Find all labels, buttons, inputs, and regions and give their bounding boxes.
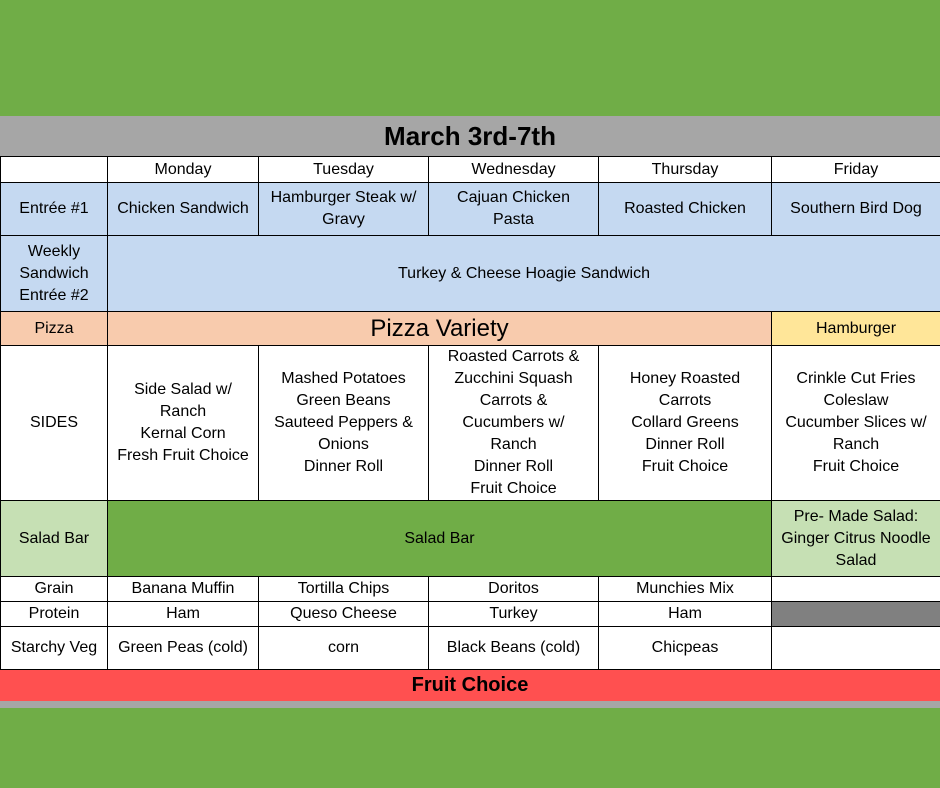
grain-tuesday: Tortilla Chips <box>259 577 429 602</box>
starchy-tuesday: corn <box>259 627 429 670</box>
day-monday: Monday <box>108 157 259 183</box>
corner-cell <box>1 157 108 183</box>
entree1-wednesday: Cajuan Chicken Pasta <box>429 183 599 236</box>
pizza-friday: Hamburger <box>772 312 940 346</box>
salad-bar-value: Salad Bar <box>108 501 772 577</box>
protein-friday <box>772 602 940 627</box>
sides-tuesday: Mashed Potatoes Green Beans Sauteed Peppers & Onions Dinner Roll <box>259 346 429 501</box>
row-label-sides: SIDES <box>1 346 108 501</box>
grain-wednesday: Doritos <box>429 577 599 602</box>
day-wednesday: Wednesday <box>429 157 599 183</box>
sides-friday: Crinkle Cut Fries Coleslaw Cucumber Slices w/ Ranch Fruit Choice <box>772 346 940 501</box>
grain-monday: Banana Muffin <box>108 577 259 602</box>
row-label-pizza: Pizza <box>1 312 108 346</box>
sides-wednesday: Roasted Carrots & Zucchini Squash Carrots & Cucumbers w/ Ranch Dinner Roll Fruit Choice <box>429 346 599 501</box>
fruit-choice-banner: Fruit Choice <box>0 670 940 701</box>
weekly-sandwich-row <box>1 236 940 312</box>
protein-wednesday: Turkey <box>429 602 599 627</box>
entree1-friday: Southern Bird Dog <box>772 183 940 236</box>
day-tuesday: Tuesday <box>259 157 429 183</box>
sides-row <box>1 346 940 501</box>
grain-friday <box>772 577 940 602</box>
grain-row <box>1 577 940 602</box>
salad-bar-row <box>1 501 940 577</box>
entree1-row <box>1 183 940 236</box>
bottom-gray-strip <box>0 701 940 708</box>
entree1-thursday: Roasted Chicken <box>599 183 772 236</box>
entree1-monday: Chicken Sandwich <box>108 183 259 236</box>
row-label-starchy-veg: Starchy Veg <box>1 627 108 670</box>
menu-title: March 3rd-7th <box>384 120 556 151</box>
starchy-veg-row <box>1 627 940 670</box>
lunch-menu-table <box>0 156 940 670</box>
pizza-variety: Pizza Variety <box>108 312 772 346</box>
starchy-friday <box>772 627 940 670</box>
day-thursday: Thursday <box>599 157 772 183</box>
starchy-monday: Green Peas (cold) <box>108 627 259 670</box>
protein-tuesday: Queso Cheese <box>259 602 429 627</box>
protein-monday: Ham <box>108 602 259 627</box>
protein-thursday: Ham <box>599 602 772 627</box>
weekly-sandwich-value: Turkey & Cheese Hoagie Sandwich <box>108 236 940 312</box>
protein-row <box>1 602 940 627</box>
sides-monday: Side Salad w/ Ranch Kernal Corn Fresh Fruit Choice <box>108 346 259 501</box>
pizza-row <box>1 312 940 346</box>
grain-thursday: Munchies Mix <box>599 577 772 602</box>
row-label-salad-bar: Salad Bar <box>1 501 108 577</box>
header-row <box>1 157 940 183</box>
row-label-grain: Grain <box>1 577 108 602</box>
row-label-weekly-sandwich: Weekly Sandwich Entrée #2 <box>1 236 108 312</box>
starchy-wednesday: Black Beans (cold) <box>429 627 599 670</box>
starchy-thursday: Chicpeas <box>599 627 772 670</box>
entree1-tuesday: Hamburger Steak w/ Gravy <box>259 183 429 236</box>
row-label-protein: Protein <box>1 602 108 627</box>
sides-thursday: Honey Roasted Carrots Collard Greens Dinner Roll Fruit Choice <box>599 346 772 501</box>
salad-friday: Pre- Made Salad: Ginger Citrus Noodle Salad <box>772 501 940 577</box>
row-label-entree1: Entrée #1 <box>1 183 108 236</box>
day-friday: Friday <box>772 157 940 183</box>
